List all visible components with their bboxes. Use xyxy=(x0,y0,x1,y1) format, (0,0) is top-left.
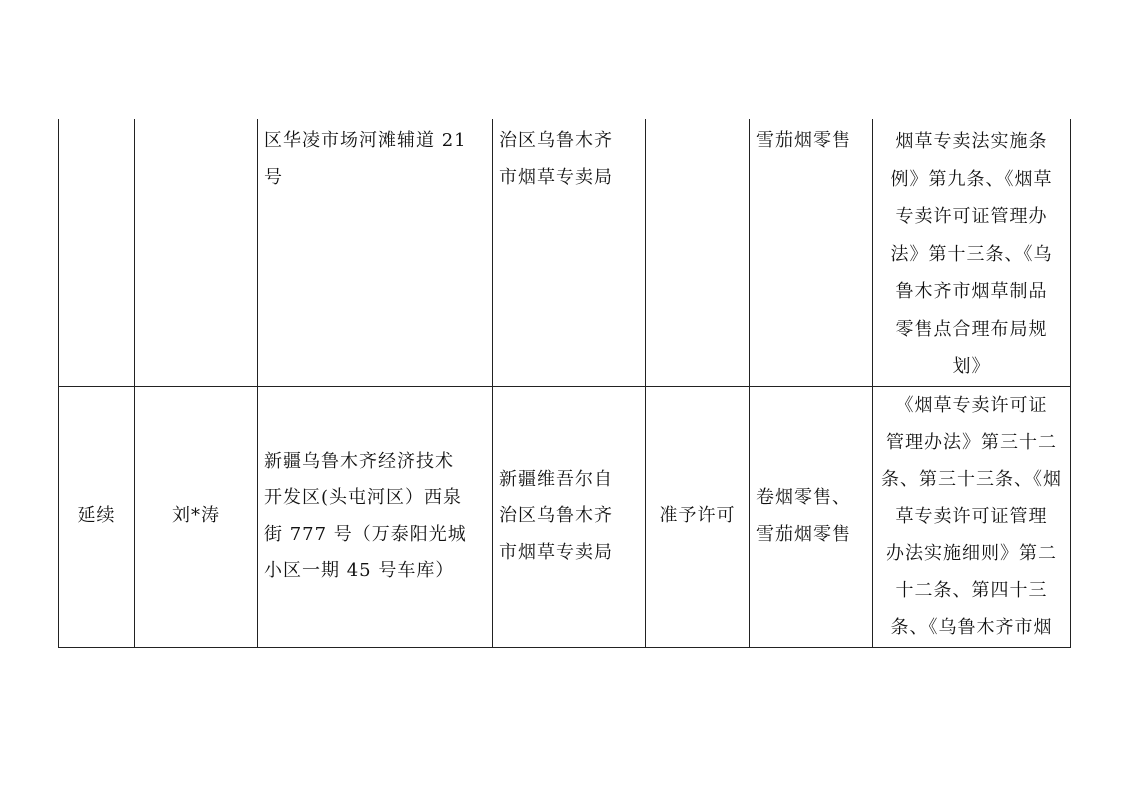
address-cell xyxy=(258,119,493,386)
applicant-cell xyxy=(135,119,258,386)
scope-line: 卷烟零售、 xyxy=(756,487,851,508)
decision-cell xyxy=(646,119,750,386)
basis-line: 法》第十三条、《乌 xyxy=(890,243,1053,265)
authority-line: 治区乌鲁木齐 xyxy=(499,505,613,527)
scope-line: 雪茄烟零售 xyxy=(756,523,851,545)
scope-cell xyxy=(750,386,873,647)
address-line: 区华凌市场河滩辅道 21 xyxy=(264,130,467,151)
type-cell: 延续 xyxy=(59,386,135,647)
scope-cell xyxy=(750,119,873,386)
authority-line: 市烟草专卖局 xyxy=(499,166,613,188)
basis-line: 鲁木齐市烟草制品 xyxy=(895,281,1048,302)
address-cell xyxy=(258,386,493,647)
address-line: 号 xyxy=(264,166,283,188)
basis-line: 零售点合理布局规 xyxy=(895,318,1048,340)
basis-cell xyxy=(873,119,1071,386)
basis-line: 例》第九条、《烟草 xyxy=(890,168,1053,190)
applicant-cell: 刘*涛 xyxy=(135,386,258,647)
authority-cell xyxy=(493,386,646,647)
basis-line: 条、《乌鲁木齐市烟 xyxy=(890,617,1053,638)
authority-line: 市烟草专卖局 xyxy=(499,541,613,563)
license-table xyxy=(58,119,1071,648)
table-row xyxy=(59,386,1071,647)
basis-line: 专卖许可证管理办 xyxy=(895,206,1048,227)
decision-cell: 准予许可 xyxy=(646,386,750,647)
table-row-continued xyxy=(59,119,1071,386)
address-line: 街 777 号（万泰阳光城 xyxy=(264,523,467,545)
basis-line: 草专卖许可证管理 xyxy=(895,506,1048,527)
scope-line: 雪茄烟零售 xyxy=(756,130,851,151)
authority-cell xyxy=(493,119,646,386)
basis-line: 烟草专卖法实施条 xyxy=(895,131,1048,152)
basis-line: 划》 xyxy=(952,356,991,377)
basis-line: 条、第三十三条、《烟 xyxy=(881,469,1062,490)
basis-cell xyxy=(873,386,1071,647)
basis-line: 办法实施细则》第二 xyxy=(886,543,1057,564)
type-cell xyxy=(59,119,135,386)
basis-line: 《烟草专卖许可证 xyxy=(895,395,1048,416)
address-line: 开发区(头屯河区）西泉 xyxy=(264,487,463,508)
address-line: 新疆乌鲁木齐经济技术 xyxy=(264,450,454,472)
basis-line: 管理办法》第三十二 xyxy=(886,432,1057,453)
authority-line: 治区乌鲁木齐 xyxy=(499,130,613,151)
address-line: 小区一期 45 号车库） xyxy=(264,560,455,581)
authority-line: 新疆维吾尔自 xyxy=(499,468,613,490)
basis-line: 十二条、第四十三 xyxy=(895,580,1048,601)
